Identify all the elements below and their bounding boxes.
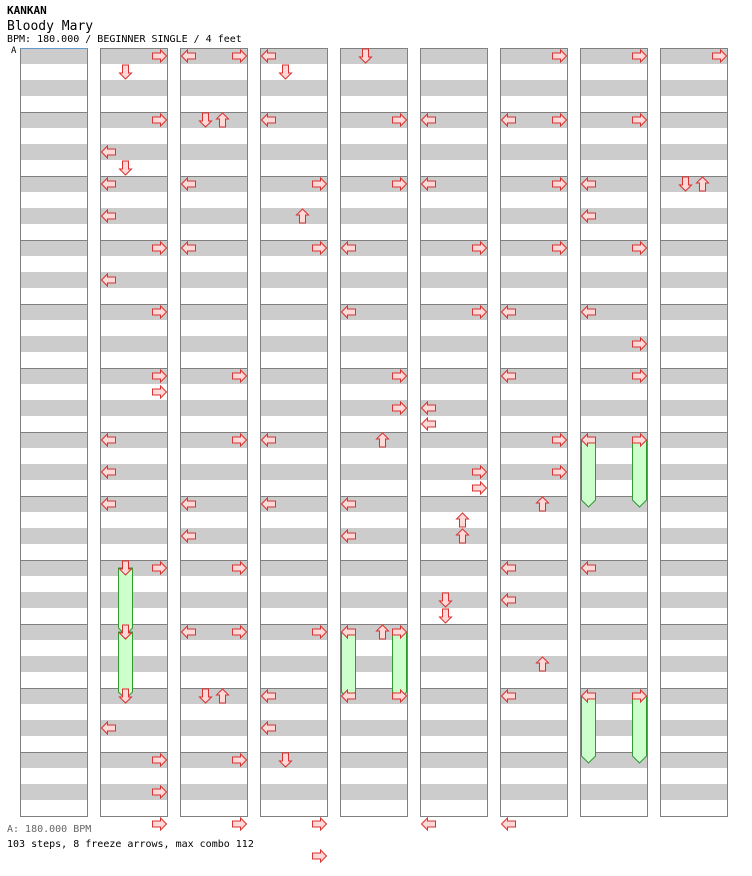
beat-stripe bbox=[180, 80, 248, 96]
beat-stripe bbox=[180, 112, 248, 128]
beat-stripe bbox=[580, 656, 648, 672]
beat-stripe bbox=[420, 592, 488, 608]
beat-stripe bbox=[20, 112, 88, 128]
beat-stripe bbox=[580, 400, 648, 416]
beat-stripe bbox=[260, 528, 328, 544]
beat-stripe bbox=[20, 144, 88, 160]
beat-stripe bbox=[660, 784, 728, 800]
arrow-right-icon bbox=[153, 818, 167, 830]
beat-stripe bbox=[580, 144, 648, 160]
beat-stripe bbox=[100, 656, 168, 672]
beat-stripe bbox=[100, 400, 168, 416]
arrow-right-icon bbox=[473, 482, 487, 494]
beat-stripe bbox=[260, 464, 328, 480]
beat-stripe bbox=[500, 144, 568, 160]
beat-stripe bbox=[420, 656, 488, 672]
beat-stripe bbox=[20, 304, 88, 320]
beat-stripe bbox=[340, 464, 408, 480]
freeze-arrow-left bbox=[582, 440, 596, 507]
beat-stripe bbox=[180, 688, 248, 704]
beat-stripe bbox=[260, 272, 328, 288]
chart-stats: 103 steps, 8 freeze arrows, max combo 112 bbox=[7, 839, 254, 850]
beat-stripe bbox=[20, 688, 88, 704]
beat-stripe bbox=[260, 560, 328, 576]
beat-stripe bbox=[340, 752, 408, 768]
beat-stripe bbox=[660, 336, 728, 352]
beat-stripe bbox=[660, 432, 728, 448]
arrow-right-icon bbox=[233, 818, 247, 830]
arrow-right-icon bbox=[153, 386, 167, 398]
beat-stripe bbox=[580, 784, 648, 800]
beat-stripe bbox=[180, 656, 248, 672]
beat-stripe bbox=[580, 528, 648, 544]
beat-stripe bbox=[500, 272, 568, 288]
beat-stripe bbox=[260, 784, 328, 800]
beat-stripe bbox=[420, 784, 488, 800]
artist-name: KANKAN bbox=[7, 4, 47, 17]
beat-stripe bbox=[20, 208, 88, 224]
chart-info: BPM: 180.000 / BEGINNER SINGLE / 4 feet bbox=[7, 34, 242, 45]
beat-stripe bbox=[340, 144, 408, 160]
arrow-down-icon bbox=[280, 65, 292, 79]
freeze-arrow-right bbox=[633, 696, 647, 763]
arrow-down-icon bbox=[120, 65, 132, 79]
beat-stripe bbox=[500, 336, 568, 352]
beat-stripe bbox=[180, 304, 248, 320]
beat-stripe bbox=[180, 272, 248, 288]
arrow-up-icon bbox=[457, 513, 469, 527]
beat-stripe bbox=[660, 528, 728, 544]
beat-stripe bbox=[420, 496, 488, 512]
beat-stripe bbox=[340, 720, 408, 736]
beat-stripe bbox=[660, 240, 728, 256]
beat-stripe bbox=[420, 144, 488, 160]
beat-stripe bbox=[660, 272, 728, 288]
arrow-left-icon bbox=[422, 418, 436, 430]
beat-stripe bbox=[420, 624, 488, 640]
beat-stripe bbox=[340, 208, 408, 224]
beat-stripe bbox=[420, 368, 488, 384]
beat-stripe bbox=[340, 272, 408, 288]
beat-stripe bbox=[20, 432, 88, 448]
beat-stripe bbox=[20, 784, 88, 800]
beat-stripe bbox=[500, 528, 568, 544]
beat-stripe bbox=[260, 208, 328, 224]
beat-stripe bbox=[420, 432, 488, 448]
beat-stripe bbox=[260, 336, 328, 352]
beat-stripe bbox=[260, 368, 328, 384]
beat-stripe bbox=[20, 720, 88, 736]
beat-stripe bbox=[580, 272, 648, 288]
beat-stripe bbox=[180, 336, 248, 352]
beat-stripe bbox=[20, 240, 88, 256]
beat-stripe bbox=[100, 528, 168, 544]
beat-stripe bbox=[500, 784, 568, 800]
beat-stripe bbox=[20, 368, 88, 384]
beat-stripe bbox=[260, 304, 328, 320]
freeze-arrow-left bbox=[582, 696, 596, 763]
beat-stripe bbox=[340, 48, 408, 64]
beat-stripe bbox=[660, 80, 728, 96]
beat-stripe bbox=[180, 592, 248, 608]
arrow-down-icon bbox=[440, 609, 452, 623]
beat-stripe bbox=[340, 784, 408, 800]
beat-stripe bbox=[660, 560, 728, 576]
beat-stripe bbox=[180, 208, 248, 224]
beat-stripe bbox=[20, 464, 88, 480]
beat-stripe bbox=[260, 80, 328, 96]
beat-stripe bbox=[340, 560, 408, 576]
beat-stripe bbox=[20, 656, 88, 672]
beat-stripe bbox=[420, 80, 488, 96]
beat-stripe bbox=[660, 176, 728, 192]
beat-stripe bbox=[340, 432, 408, 448]
beat-stripe bbox=[500, 656, 568, 672]
song-title: Bloody Mary bbox=[7, 19, 94, 34]
arrow-left-icon bbox=[422, 818, 436, 830]
beat-stripe bbox=[100, 688, 168, 704]
beat-stripe bbox=[580, 624, 648, 640]
beat-stripe bbox=[660, 624, 728, 640]
beat-stripe bbox=[660, 112, 728, 128]
beat-stripe bbox=[660, 208, 728, 224]
beat-stripe bbox=[500, 624, 568, 640]
beat-stripe bbox=[660, 592, 728, 608]
beat-stripe bbox=[20, 528, 88, 544]
beat-stripe bbox=[180, 144, 248, 160]
beat-stripe bbox=[420, 48, 488, 64]
beat-stripe bbox=[660, 144, 728, 160]
beat-stripe bbox=[660, 720, 728, 736]
beat-stripe bbox=[500, 400, 568, 416]
beat-stripe bbox=[100, 592, 168, 608]
arrow-right-icon bbox=[313, 818, 327, 830]
beat-stripe bbox=[20, 592, 88, 608]
freeze-arrow-left bbox=[342, 632, 356, 699]
beat-stripe bbox=[340, 80, 408, 96]
arrow-left-icon bbox=[502, 818, 516, 830]
beat-stripe bbox=[20, 560, 88, 576]
beat-stripe bbox=[20, 496, 88, 512]
beat-stripe bbox=[420, 272, 488, 288]
freeze-arrow-right bbox=[393, 632, 407, 699]
beat-stripe bbox=[260, 144, 328, 160]
beat-stripe bbox=[340, 336, 408, 352]
beat-stripe bbox=[420, 688, 488, 704]
beat-stripe bbox=[100, 336, 168, 352]
beat-stripe bbox=[420, 528, 488, 544]
beat-stripe bbox=[420, 720, 488, 736]
beat-stripe bbox=[660, 496, 728, 512]
beat-stripe bbox=[20, 176, 88, 192]
beat-stripe bbox=[420, 560, 488, 576]
beat-stripe bbox=[660, 752, 728, 768]
bpm-legend: A: 180.000 BPM bbox=[7, 824, 92, 835]
beat-stripe bbox=[340, 592, 408, 608]
beat-stripe bbox=[660, 688, 728, 704]
beat-stripe bbox=[580, 80, 648, 96]
beat-stripe bbox=[420, 336, 488, 352]
beat-stripe bbox=[180, 464, 248, 480]
beat-stripe bbox=[20, 272, 88, 288]
beat-stripe bbox=[660, 400, 728, 416]
beat-stripe bbox=[500, 208, 568, 224]
freeze-arrow-right bbox=[633, 440, 647, 507]
beat-stripe bbox=[500, 80, 568, 96]
beat-stripe bbox=[660, 304, 728, 320]
beat-stripe bbox=[20, 48, 88, 64]
beat-stripe bbox=[260, 400, 328, 416]
beat-stripe bbox=[660, 656, 728, 672]
beat-stripe bbox=[100, 624, 168, 640]
beat-stripe bbox=[500, 720, 568, 736]
beat-stripe bbox=[580, 592, 648, 608]
beat-stripe bbox=[660, 368, 728, 384]
beat-stripe bbox=[420, 752, 488, 768]
arrow-right-icon bbox=[313, 850, 327, 862]
beat-stripe bbox=[180, 784, 248, 800]
beat-stripe bbox=[180, 720, 248, 736]
beat-stripe bbox=[20, 80, 88, 96]
arrow-down-icon bbox=[120, 161, 132, 175]
beat-stripe bbox=[260, 592, 328, 608]
beat-stripe bbox=[260, 752, 328, 768]
beat-stripe bbox=[500, 752, 568, 768]
beat-stripe bbox=[420, 208, 488, 224]
beat-stripe bbox=[660, 464, 728, 480]
beat-stripe bbox=[20, 400, 88, 416]
beat-stripe bbox=[260, 656, 328, 672]
beat-stripe bbox=[20, 624, 88, 640]
beat-stripe bbox=[180, 400, 248, 416]
beat-stripe bbox=[500, 496, 568, 512]
beat-stripe bbox=[20, 752, 88, 768]
bpm-marker-label: A bbox=[11, 46, 17, 56]
beat-stripe bbox=[20, 336, 88, 352]
beat-stripe bbox=[100, 80, 168, 96]
